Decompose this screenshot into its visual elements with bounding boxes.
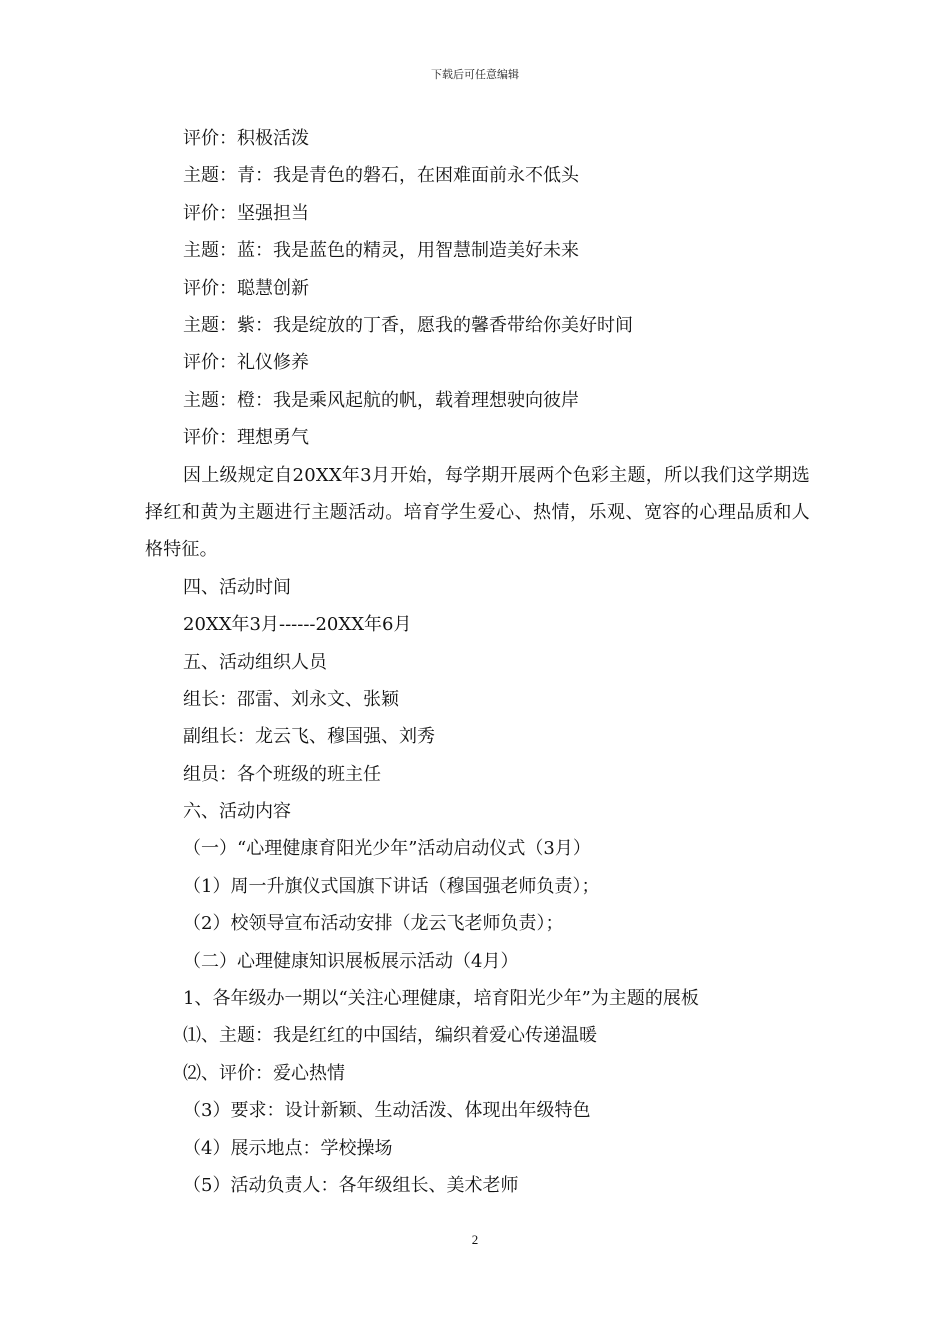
text-line: （4）展示地点：学校操场: [183, 1137, 393, 1159]
text-line: 评价：礼仪修养: [183, 352, 309, 374]
section-heading-content: 六、活动内容: [183, 801, 291, 823]
text-line: ⑴、主题：我是红红的中国结，编织着爱心传递温暖: [183, 1025, 597, 1047]
text-line: ⑵、评价：爱心热情: [183, 1062, 345, 1084]
text-line: 主题：蓝：我是蓝色的精灵，用智慧制造美好未来: [183, 240, 579, 262]
text-line: 评价：坚强担当: [183, 202, 309, 224]
page-number: 2: [471, 1232, 479, 1247]
text-line: （5）活动负责人：各年级组长、美术老师: [183, 1174, 519, 1196]
text-line: 主题：紫：我是绽放的丁香，愿我的馨香带给你美好时间: [183, 314, 633, 336]
text-line: 评价：积极活泼: [183, 128, 309, 149]
document-body: [145, 120, 810, 1204]
section-heading-time: 四、活动时间: [183, 576, 291, 598]
text-line: 组员：各个班级的班主任: [183, 763, 381, 785]
text-line: （3）要求：设计新颖、生动活泼、体现出年级特色: [183, 1100, 591, 1122]
text-line: 1、各年级办一期以“关注心理健康，培育阳光少年”为主题的展板: [183, 988, 699, 1010]
section-heading-staff: 五、活动组织人员: [183, 651, 327, 673]
text-line: 主题：橙：我是乘风起航的帆，载着理想驶向彼岸: [183, 389, 579, 411]
text-line: 副组长：龙云飞、穆国强、刘秀: [183, 726, 435, 748]
page-header: 下载后可任意编辑: [431, 68, 519, 81]
text-line: 评价：理想勇气: [183, 427, 309, 449]
text-line: （2）校领导宣布活动安排（龙云飞老师负责）；: [183, 913, 564, 935]
text-line: 主题：青：我是青色的磐石，在困难面前永不低头: [183, 165, 579, 187]
text-line: 组长：邵雷、刘永文、张颖: [183, 688, 399, 710]
text-line: （二）心理健康知识展板展示活动（4月）: [183, 950, 519, 972]
text-line: （1）周一升旗仪式国旗下讲话（穆国强老师负责）；: [183, 875, 600, 897]
text-line: （一）“心理健康育阳光少年”活动启动仪式（3月）: [183, 838, 591, 860]
text-line: 评价：聪慧创新: [183, 277, 309, 299]
text-line: 20XX年3月------20XX年6月: [183, 614, 412, 636]
body-paragraph: 因上级规定自20XX年3月开始，每学期开展两个色彩主题，所以我们这学期选择红和黄为主题进行主题活动。培育学生爱心、热情，乐观、宽容的心理品质和人格特征。: [145, 464, 810, 561]
